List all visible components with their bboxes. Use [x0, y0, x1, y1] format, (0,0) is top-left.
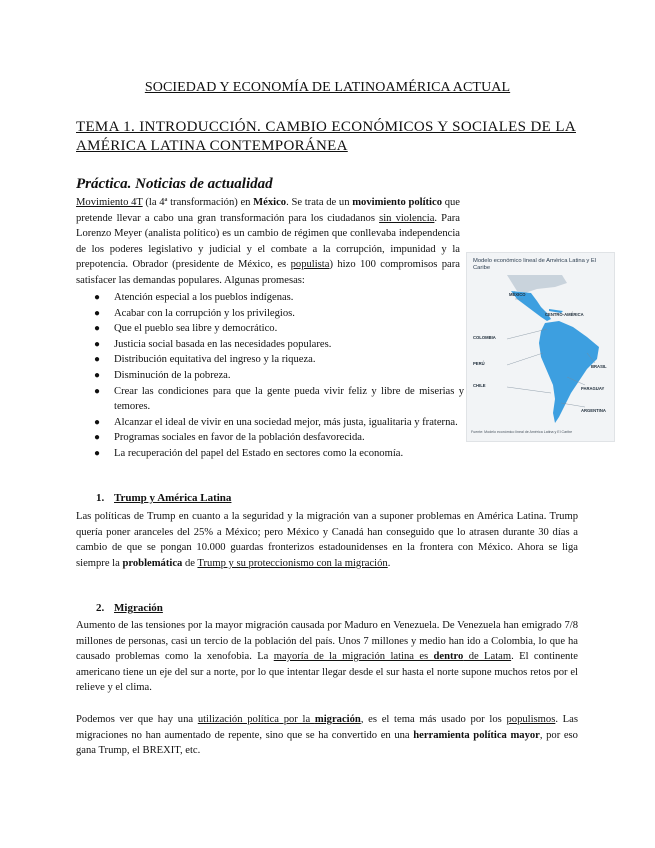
section-1-paragraph	[76, 509, 578, 571]
list-item	[94, 368, 464, 384]
trump-proteccionismo-text: Trump y su proteccionismo con la migración	[197, 557, 388, 569]
intro-text-b: (la 4ª transformación) en	[142, 197, 254, 208]
s1-text-e: .	[387, 557, 391, 569]
latam-text: de Latam	[463, 651, 512, 663]
bullet-icon: ●	[94, 323, 101, 335]
bullet-icon: ●	[94, 338, 101, 350]
list-item	[94, 430, 464, 446]
promise-text: Que el pueblo sea libre y democrático.	[114, 323, 278, 335]
map-label-mexico: MÉXICO	[509, 292, 526, 297]
promise-text: Alcanzar el ideal de vivir en una sociedad mejor, más justa, igualitaria y fraterna.	[114, 416, 458, 428]
mayoria-migracion-text: mayoría de la migración latina es	[273, 651, 434, 663]
list-item	[94, 446, 464, 462]
promise-text: La recuperación del papel del Estado en sectores como la economía.	[114, 447, 404, 459]
map-footer: Fuente: Modelo económico lineal de América Latina y El Caribe	[471, 430, 573, 434]
intro-text-j: ) hizo 100 compromisos para satisfacer las demandas populares. Algunas promesas:	[76, 259, 460, 286]
s2p2-text-a: Podemos ver que hay una	[76, 714, 198, 725]
map-label-paraguay: PARAGUAY	[581, 386, 605, 391]
map-label-centro: CENTRO-AMÉRICA	[545, 312, 584, 317]
map-label-argentina: ARGENTINA	[581, 408, 606, 413]
sin-violencia-text: sin violencia	[379, 212, 435, 224]
list-item	[94, 352, 464, 368]
populismos-text: populismos	[506, 714, 556, 725]
bullet-icon: ●	[94, 447, 101, 459]
promise-text: Distribución equitativa del ingreso y la riqueza.	[114, 354, 316, 366]
promise-text: Acabar con la corrupción y los privilegios.	[114, 307, 295, 319]
movimiento-4t-text: Movimiento 4T	[76, 197, 143, 208]
intro-text-h: . Para Lorenzo Meyer (analista político) es un cambio de régimen que conllevaba independencia de los poderes legislativo y judicial y el combate a la corrupción, impunidad y la prepotencia. Obrador (presidente de México, es	[76, 212, 461, 271]
section-2-title: Migración	[114, 602, 163, 614]
promise-text: Justicia social basada en las necesidades populares.	[114, 338, 332, 350]
s1-text-c: de	[182, 557, 198, 569]
tema-title: TEMA 1. INTRODUCCIÓN. CAMBIO ECONÓMICOS Y SOCIALES DE LA AMÉRICA LATINA CONTEMPORÁNEA	[76, 119, 576, 154]
promise-text: Programas sociales en favor de la población desfavorecida.	[114, 432, 365, 444]
s2p2-text-d: , es el tema más usado por los	[360, 714, 507, 725]
intro-text-f: que pretende llevar a cabo una gran transformación para los ciudadanos	[76, 197, 461, 224]
section-1-heading	[96, 492, 231, 504]
section-2-heading	[96, 602, 163, 614]
map-label-brasil: BRASIL	[591, 364, 607, 369]
promise-text: Disminución de la pobreza.	[114, 369, 231, 381]
populista-text: populista	[290, 259, 330, 271]
movimiento-politico-bold: movimiento político	[352, 197, 443, 208]
s2p2-text-f: . Las migraciones no han aumentado de repente, sino que se ha convertido en una	[76, 714, 578, 741]
list-item	[94, 321, 464, 337]
section-1-number: 1.	[96, 492, 105, 504]
migracion-bold: migración	[314, 714, 361, 725]
dentro-bold: dentro	[433, 651, 464, 663]
bullet-icon: ●	[94, 307, 101, 319]
chile-leader	[507, 387, 551, 393]
utilizacion-politica-text: utilización política por la	[197, 714, 315, 725]
promises-list	[94, 290, 464, 462]
s2p2-text-h: , por eso gana Trump, el BREXIT, etc.	[76, 729, 578, 757]
map-label-peru: PERÚ	[473, 361, 485, 366]
herramienta-politica-bold: herramienta política mayor	[413, 729, 540, 741]
section-2-number: 2.	[96, 602, 105, 614]
bullet-icon: ●	[94, 416, 101, 428]
practica-title: Práctica. Noticias de actualidad	[76, 176, 273, 192]
s1-text-a: Las políticas de Trump en cuanto a la seguridad y la migración van a suponer problemas en América Latina. Trump quería poner aranceles del 25% a México; pero México y Canadá han conseguido que lo atrasen durante 30 días a cambio de que se pongan 10.000 guardas fronterizos estadounidenses en la frontera con México. Ahora se liga siempre la	[76, 511, 578, 569]
section-2-paragraph-1	[76, 618, 578, 696]
s2-text-e: . El continente americano tiene un eje del sur a norte, por lo que intentar llegar desde el sur hasta el norte supone muchos retos por el relieve y el clima.	[76, 651, 578, 694]
map-title: Modelo económico lineal de América Latina y El Caribe	[473, 258, 597, 271]
list-item	[94, 415, 464, 431]
map-label-colombia: COLOMBIA	[473, 335, 496, 340]
latam-map-figure	[466, 252, 615, 442]
promise-text: Atención especial a los pueblos indígenas.	[114, 292, 294, 303]
peru-leader	[507, 353, 543, 365]
course-title: SOCIEDAD Y ECONOMÍA DE LATINOAMÉRICA ACTUAL	[144, 80, 511, 95]
list-item	[94, 306, 464, 322]
bullet-icon: ●	[94, 432, 101, 444]
s2-text-a: Aumento de las tensiones por la mayor migración causada por Maduro en Venezuela. De Venezuela han emigrado 7/8 millones de personas, casi un tercio de la población del país. Unos 7 millones y medio han ido a Colombia, lo que ha causado problemas como la xenofobia. La	[76, 620, 578, 663]
mexico-bold-text: México	[253, 197, 287, 208]
north-america-shape	[507, 275, 567, 293]
list-item	[94, 384, 464, 415]
list-item	[94, 290, 464, 306]
bullet-icon: ●	[94, 369, 101, 381]
promise-text: Crear las condiciones para que la gente pueda vivir feliz y libre de miserias y temores.	[114, 385, 464, 413]
bullet-icon: ●	[94, 385, 101, 397]
problematica-bold: problemática	[122, 557, 183, 569]
list-item	[94, 337, 464, 353]
section-2-paragraph-2	[76, 712, 578, 759]
bullet-icon: ●	[94, 292, 101, 303]
map-label-chile: CHILE	[473, 383, 486, 388]
bullet-icon: ●	[94, 354, 101, 366]
intro-text-d: . Se trata de un	[286, 197, 353, 208]
section-1-title: Trump y América Latina	[114, 492, 232, 504]
